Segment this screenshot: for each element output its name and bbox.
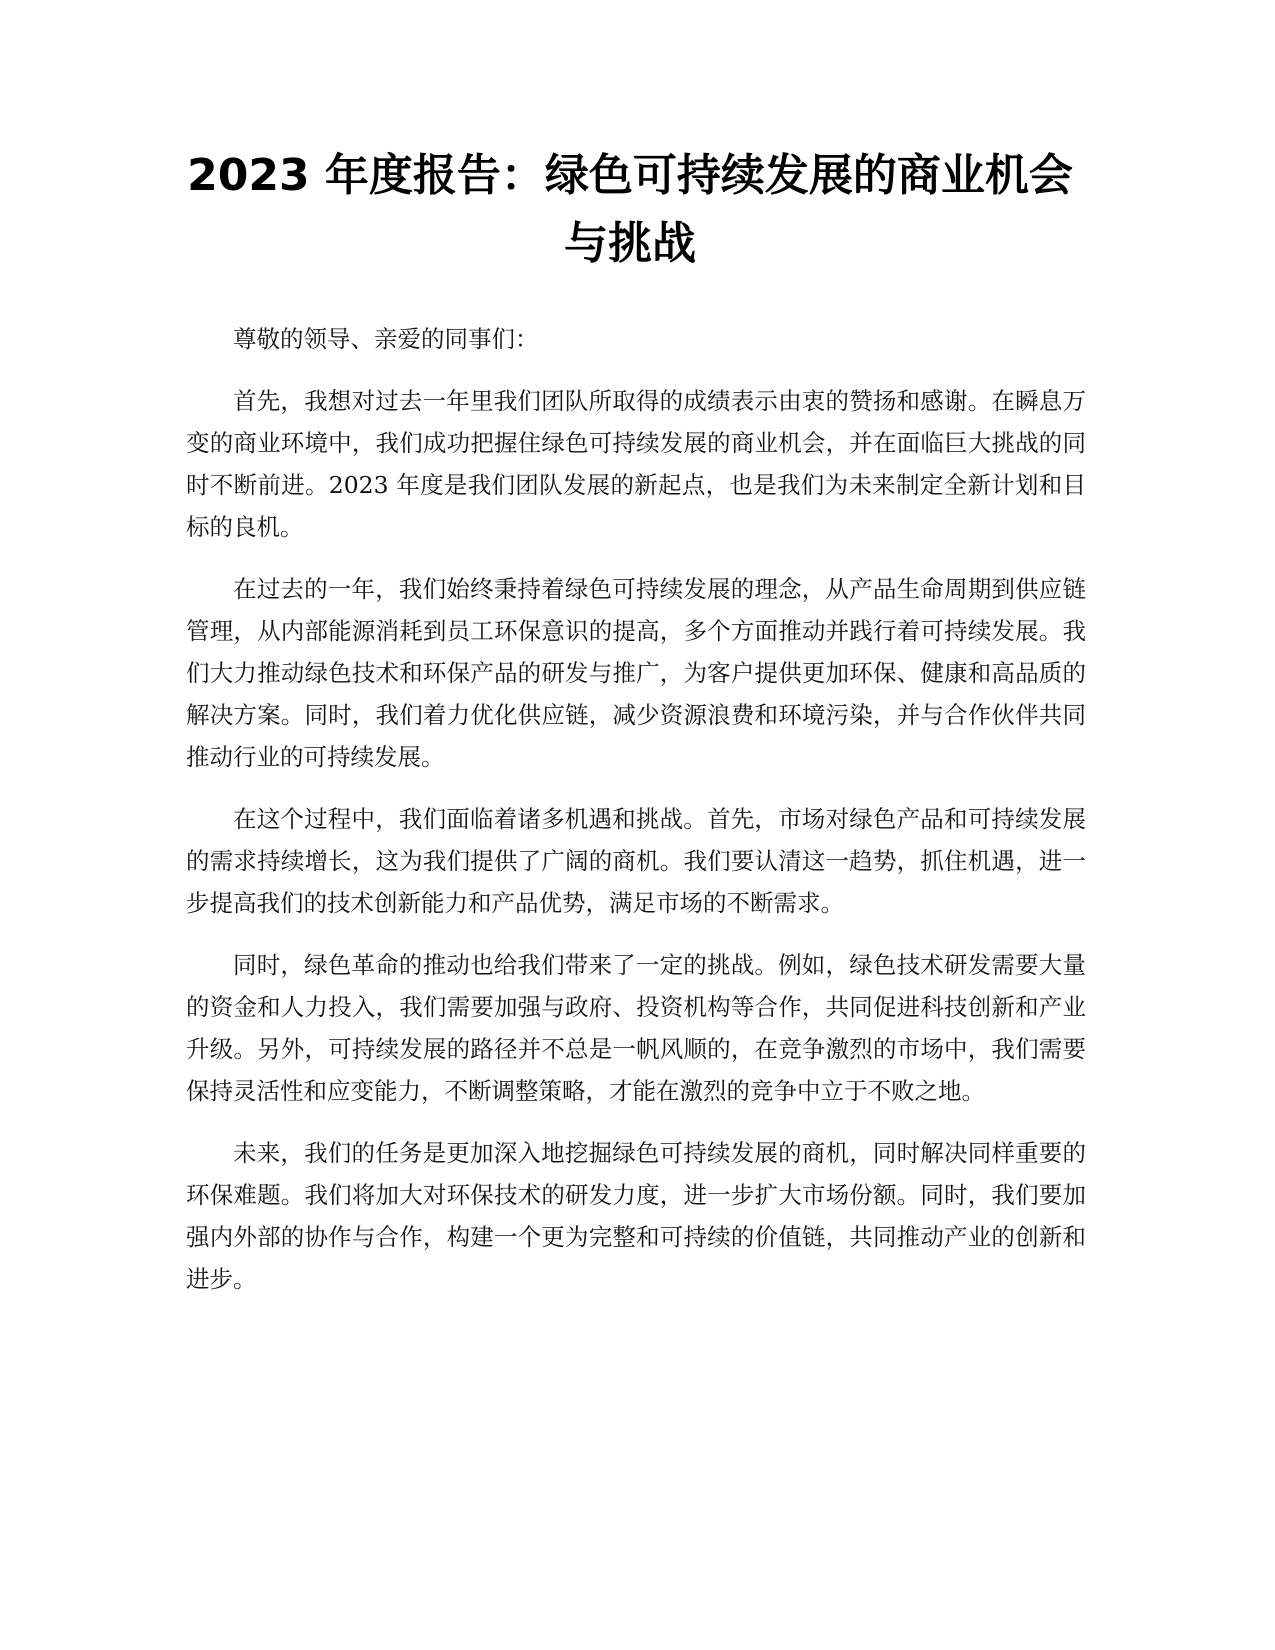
paragraph: 同时，绿色革命的推动也给我们带来了一定的挑战。例如，绿色技术研发需要大量的资金和人力投入，我们需要加强与政府、投资机构等合作，共同促进科技创新和产业升级。另外，可持续发展的路径并不总是一帆风顺的，在竞争激烈的市场中，我们需要保持灵活性和应变能力，不断调整策略，才能在激烈的竞争中立于不败之地。 — [186, 951, 1086, 1105]
paragraph: 首先，我想对过去一年里我们团队所取得的成绩表示由衷的赞扬和感谢。在瞬息万变的商业环境中，我们成功把握住绿色可持续发展的商业机会，并在面临巨大挑战的同时不断前进。2023 年度是我们团队发展的新起点，也是我们为未来制定全新计划和目标的良机。 — [186, 387, 1086, 541]
salutation: 尊敬的领导、亲爱的同事们： — [233, 325, 539, 353]
document-body — [186, 318, 1086, 1320]
document-title: 2023 年度报告：绿色可持续发展的商业机会与挑战 — [187, 150, 1073, 269]
paragraph: 在这个过程中，我们面临着诸多机遇和挑战。首先，市场对绿色产品和可持续发展的需求持续增长，这为我们提供了广阔的商机。我们要认清这一趋势，抓住机遇，进一步提高我们的技术创新能力和产品优势，满足市场的不断需求。 — [186, 805, 1086, 917]
paragraph: 未来，我们的任务是更加深入地挖掘绿色可持续发展的商机，同时解决同样重要的环保难题。我们将加大对环保技术的研发力度，进一步扩大市场份额。同时，我们要加强内外部的协作与合作，构建一个更为完整和可持续的价值链，共同推动产业的创新和进步。 — [186, 1139, 1086, 1293]
paragraph: 在过去的一年，我们始终秉持着绿色可持续发展的理念，从产品生命周期到供应链管理，从内部能源消耗到员工环保意识的提高，多个方面推动并践行着可持续发展。我们大力推动绿色技术和环保产品的研发与推广，为客户提供更加环保、健康和高品质的解决方案。同时，我们着力优化供应链，减少资源浪费和环境污染，并与合作伙伴共同推动行业的可持续发展。 — [186, 575, 1086, 771]
